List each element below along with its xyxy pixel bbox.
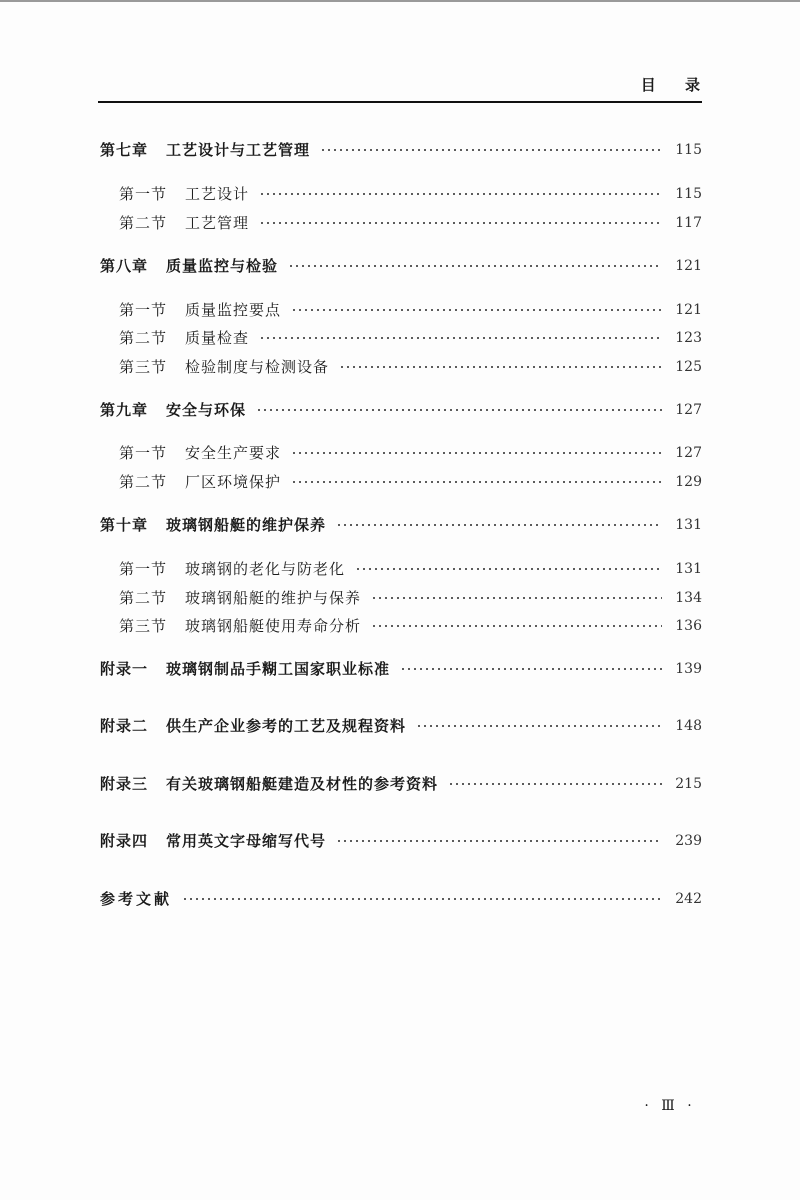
toc-entry-label [119,557,345,581]
toc-dot-leader [291,452,662,454]
toc-entry-page: 121 [675,302,702,318]
toc-entry-number: 第一节 [119,185,168,203]
toc-entry-title: 供生产企业参考的工艺及规程资料 [166,717,407,735]
toc-entry-label [119,182,249,206]
toc-dot-leader [259,222,662,224]
toc-entry-section [119,470,702,494]
toc-entry-number: 第二节 [119,589,168,607]
toc-entry-title: 质量监控要点 [185,301,282,319]
toc-entry-page: 242 [675,891,702,907]
toc-entry-page: 239 [675,833,702,849]
toc-entry-number: 第三节 [119,358,168,376]
toc-dot-leader [336,524,662,526]
toc-entry-section [119,557,702,581]
toc-entry-label [100,513,326,537]
toc-entry-section [119,614,702,638]
toc-dot-leader [416,725,662,727]
toc-entry-page: 129 [675,474,702,490]
toc-dot-leader [339,366,662,368]
toc-entry-label [119,298,281,322]
toc-entry-appendix [100,714,702,738]
toc-dot-leader [320,149,662,151]
toc-entry-title: 玻璃钢制品手糊工国家职业标准 [166,660,391,678]
toc-entry-title: 工艺设计与工艺管理 [166,141,311,159]
toc-dot-leader [291,309,662,311]
toc-entry-section [119,441,702,465]
running-header-title: 目 录 [640,76,712,94]
toc-entry-label [119,326,249,350]
header-rule [98,101,702,103]
toc-entry-label [119,441,281,465]
toc-entry-title: 工艺管理 [185,214,250,232]
toc-entry-number: 第二节 [119,473,168,491]
toc-entry-label [100,138,310,162]
toc-entry-section [119,211,702,235]
toc-entry-number: 第一节 [119,301,168,319]
toc-entry-number: 附录四 [100,832,149,850]
toc-entry-title: 有关玻璃钢船艇建造及材性的参考资料 [166,775,439,793]
toc-entry-number: 第八章 [100,257,149,275]
toc-dot-leader [336,840,662,842]
toc-entry-refs [100,887,702,911]
toc-entry-label [100,254,278,278]
toc-dot-leader [291,481,662,483]
toc-entry-title: 安全生产要求 [185,444,282,462]
toc-entry-number: 第七章 [100,141,149,159]
toc-entry-number: 附录三 [100,775,149,793]
toc-entry-page: 131 [675,561,702,577]
toc-entry-title: 质量检查 [185,329,250,347]
toc-entry-page: 139 [675,661,702,677]
toc-entry-label [100,398,246,422]
toc-entry-label [119,470,281,494]
toc-entry-number: 第二节 [119,214,168,232]
toc-entry-number: 第一节 [119,560,168,578]
toc-entry-page: 131 [675,517,702,533]
toc-entry-page: 125 [675,359,702,375]
toc-dot-leader [259,337,662,339]
toc-entry-page: 127 [675,402,702,418]
toc-entry-number: 第九章 [100,401,149,419]
toc-entry-label [100,829,326,853]
toc-entry-title: 检验制度与检测设备 [185,358,330,376]
toc-entry-number: 第一节 [119,444,168,462]
page-edge-line [0,0,800,2]
toc-entry-title: 质量监控与检验 [166,257,279,275]
toc-dot-leader [256,409,662,411]
toc-entry-section [119,355,702,379]
toc-entry-chapter [100,138,702,162]
toc-dot-leader [371,597,662,599]
toc-entry-number: 第十章 [100,516,149,534]
toc-entry-number: 第二节 [119,329,168,347]
toc-entry-title: 常用英文字母缩写代号 [166,832,327,850]
toc-entry-chapter [100,254,702,278]
toc-entry-number: 附录二 [100,717,149,735]
toc-entry-title: 厂区环境保护 [185,473,282,491]
toc-entry-label [100,657,390,681]
toc-entry-section [119,182,702,206]
toc-entry-label [100,714,406,738]
toc-dot-leader [371,625,662,627]
toc-entry-page: 134 [675,590,702,606]
toc-entry-chapter [100,513,702,537]
toc-entry-page: 115 [675,186,702,202]
toc-entry-appendix [100,829,702,853]
toc-dot-leader [259,193,662,195]
toc-entry-page: 117 [675,215,702,231]
toc-dot-leader [355,568,662,570]
toc-entry-chapter [100,398,702,422]
toc-entry-section [119,298,702,322]
toc-entry-page: 215 [675,776,702,792]
toc-entry-number: 附录一 [100,660,149,678]
toc-entry-title: 玻璃钢船艇使用寿命分析 [185,617,362,635]
toc-entry-label [119,586,361,610]
toc-entry-label [119,355,329,379]
toc-entry-title: 参考文献 [100,890,173,908]
toc-entry-label [100,772,438,796]
toc-entry-section [119,326,702,350]
toc-entry-appendix [100,772,702,796]
toc-entry-page: 136 [675,618,702,634]
toc-entry-page: 148 [675,718,702,734]
toc-entry-title: 安全与环保 [166,401,247,419]
toc-dot-leader [182,898,662,900]
toc-entry-section [119,586,702,610]
toc-entry-appendix [100,657,702,681]
toc-dot-leader [288,265,662,267]
toc-entry-title: 玻璃钢船艇的维护保养 [166,516,327,534]
toc-entry-page: 127 [675,445,702,461]
toc-dot-leader [400,668,662,670]
toc-entry-page: 121 [675,258,702,274]
toc-entry-label [119,211,249,235]
toc-entry-page: 123 [675,330,702,346]
toc-entry-title: 工艺设计 [185,185,250,203]
toc-entry-number: 第三节 [119,617,168,635]
toc-entry-page: 115 [675,142,702,158]
toc-entry-title: 玻璃钢船艇的维护与保养 [185,589,362,607]
toc-dot-leader [448,783,662,785]
toc-entry-title: 玻璃钢的老化与防老化 [185,560,346,578]
toc-entry-label [100,887,172,911]
page-number: · Ⅲ · [644,1098,696,1114]
toc-entry-label [119,614,361,638]
